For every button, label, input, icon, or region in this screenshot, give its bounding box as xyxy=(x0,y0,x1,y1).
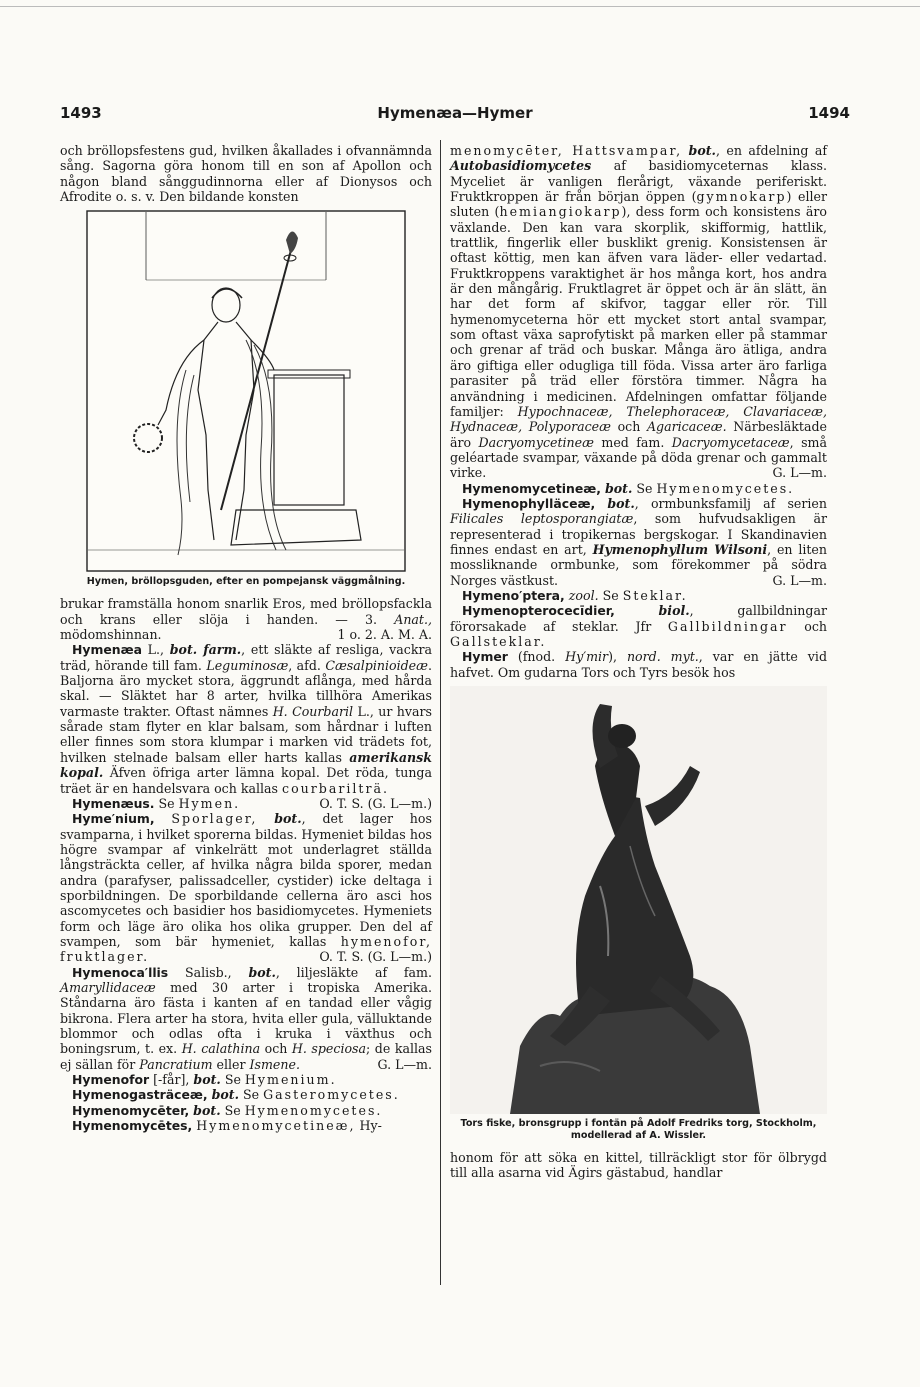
running-title: Hymenæa—Hymer xyxy=(377,104,533,122)
hymer-continuation: honom för att söka en kittel, tillräckligt stor för ölbrygd till alla asarna vid Ägirs gästabud, handlar xyxy=(450,1150,827,1181)
entry-hymer: Hymer (fnod. Hy′mir), nord. myt., var en jätte vid hafvet. Om gudarna Tors och Tyrs besök hos xyxy=(450,649,828,680)
hymen-figure xyxy=(86,210,406,572)
hymen-illustration xyxy=(86,210,406,572)
entry-hymenofor: Hymenofor [-får], bot. Se Hymenium. xyxy=(72,1072,337,1088)
left-figure-caption: Hymen, bröllopsguden, efter en pompejansk väggmålning. xyxy=(86,576,406,588)
entry-hymenocallis: Hymenoca′llis Salisb., bot., liljesläkte af fam. Amaryllidaceæ med 30 arter i tropiska Amerika. Ståndarna äro fästa i kanten af en tandad eller vågig bikrona. Flera arter ha stora, hvita eller gula, välluktande blommor och odlas ofta i kruka i växthus och boningsrum, t. ex. H. calathina och H. speciosa; de kallas ej sällan för Pancratium eller Ismene. G. L—m. xyxy=(60,964,433,1072)
entry-hymenoptera: Hymeno′ptera, zool. Se Steklar. xyxy=(462,587,688,603)
page-number-left: 1493 xyxy=(60,104,102,122)
column-divider xyxy=(440,140,441,1285)
entry-hymenomyceter: Hymenomycēter, bot. Se Hymenomycetes. xyxy=(72,1102,383,1118)
entry-hymenogastraceae: Hymenogasträceæ, bot. Se Gasteromycetes. xyxy=(72,1087,400,1103)
entry-hymenomycetes-cont: menomycēter, Hattsvampar, bot., en afdelning af Autobasidiomycetes af basidiomyceternas klass. Myceliet är vanligen flerårigt, växande periferiskt. Fruktkroppen är från början öppen (gymnokarp) eller sluten (hemiangiokarp), dess form och konsistens äro växlande. Den kan vara skorplik, skifformig, hattlik, trattlik, fingerlik eller busklikt grenig. Konsistensen är oftast köttig, men kan äfven vara läder- eller vedartad. Fruktkroppens varaktighet är hos många kort, hos andra är den mångårig. Fruktlagret är öppet och är än slätt, än har det form af skifvor, taggar eller rör. Till hymenomyceterna hör ett mycket stort antal svampar, som oftast växa saprofytiskt på marken eller på stammar och grenar af träd och buskar. Många äro ätliga, andra äro giftiga eller odugliga till föda. Vissa arter äro farliga parasiter på träd eller förstöra timmer. Några ha användning i medicinen. Afdelningen omfattar följande familjer: Hypochnaceæ, Thelephoraceæ, Clavariaceæ, Hydnaceæ, Polyporaceæ och Agaricaceæ. Närbesläktade äro Dacryomycetineæ med fam. Dacryomycetaceæ, små geléartade svampar, växande på döda grenar och gammalt virke. G. L—m. xyxy=(450,143,827,481)
entry-hymenomycetes: Hymenomycētes, Hymenomycetineæ, Hy- xyxy=(72,1118,382,1134)
entry-hymenophyllaceae: Hymenophylläceæ, bot., ormbunksfamilj af serien Filicales leptosporangiatæ, som hufvudsakligen är representerad i tropikernas bergskogar. I Skandinavien finnes endast en art, Hymenophyllum Wilsoni, en liten mossliknande ormbunke, som förekommer på södra Norges västkust. G. L—m. xyxy=(450,495,827,588)
entry-hymenomycetineae: Hymenomycetineæ, bot. Se Hymenomycetes. xyxy=(462,480,795,496)
hymen-continuation: brukar framställa honom snarlik Eros, med bröllopsfackla och krans eller slöja i handen. — 3. Anat., mödomshinnan. 1 o. 2. A. M. A. xyxy=(60,596,432,643)
page-header xyxy=(60,104,850,128)
left-column xyxy=(60,143,432,1133)
entry-hymenaeus: Hymenæus. Se Hymen. xyxy=(72,795,241,811)
tors-fiske-photo xyxy=(450,686,827,1114)
entry-hymenopterocecidier: Hymenopterocecīdier, biol., gallbildningar förorsakade af steklar. Jfr Gallbildningar och Gallsteklar. xyxy=(450,603,828,649)
sculpture-photograph xyxy=(450,686,827,1114)
entry-hymenium: Hyme′nium, Sporlager, bot., det lager hos svamparna, i hvilket sporerna bildas. Hymeniet bildas hos högre svampar af vinkelrätt mot underlagret ställda långsträckta celler, af hvilka några bilda sporer, medan andra (parafyser, palissadceller, cystider) icke deltaga i sporbildningen. De sporbildande cellerna äro asci hos ascomycetes och basidier hos basidiomycetes. Hymeniets form och läge äro olika hos olika grupper. Den del af svampen, som bär hymeniet, kallas hymenofor, fruktlager. O. T. S. (G. L—m.) xyxy=(60,811,432,965)
scan-top-line xyxy=(0,6,920,7)
page-number-right: 1494 xyxy=(808,104,850,122)
entry-hymenaea: Hymenæa L., bot. farm., ett släkte af resliga, vackra träd, hörande till fam. Leguminosæ, afd. Cæsalpinioideæ. Baljorna äro mycket stora, äggrundt aflånga, med hårda skal. — Släktet har 8 arter, hvilka tillhöra Amerikas varmaste trakter. Oftast nämnes H. Courbaril L., ur hvars sårade stam flyter en klar balsam, som hårdnar i luften eller finnes som stora klumpar i marken vid trädets fot, hvilken stelnade balsam eller harts kallas amerikansk kopal. Äfven öfriga arter lämna kopal. Det röda, tunga träet är en handelsvara och kallas courbarilträ. O. T. S. (G. L—m.) xyxy=(60,642,433,811)
right-column xyxy=(450,143,827,1181)
intro-paragraph: och bröllopsfestens gud, hvilken åkallades i ofvannämnda sång. Sagorna göra honom till en son af Apollon och någon bland sånggudinnorna eller af Dionysos och Afrodite o. s. v. Den bildande konsten xyxy=(60,143,432,205)
right-figure-caption: Tors fiske, bronsgrupp i fontän på Adolf Fredriks torg, Stockholm, modellerad af A. Wissler. xyxy=(460,1118,817,1142)
